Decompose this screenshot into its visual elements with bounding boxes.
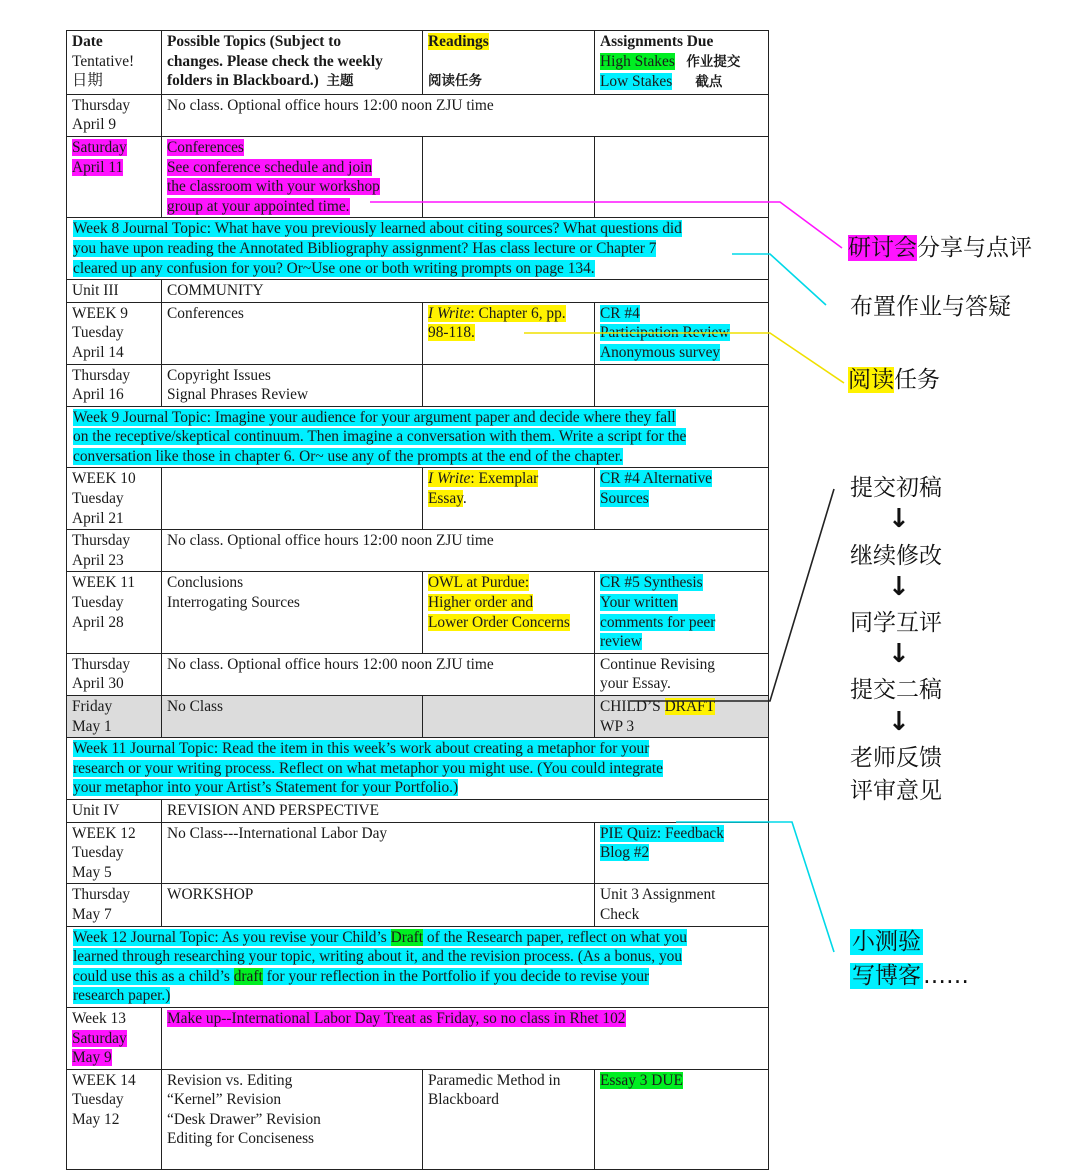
header-assignments: Assignments Due High Stakes 作业提交 Low Stakes 截点 (595, 31, 769, 95)
assign-cell: PIE Quiz: Feedback Blog #2 (595, 822, 769, 884)
topic-cell: Conclusions Interrogating Sources (162, 572, 423, 653)
date-cell: Thursday April 23 (67, 530, 162, 572)
topic-cell: Conferences (162, 302, 423, 364)
reading-cell: Paramedic Method in Blackboard (423, 1069, 595, 1169)
header-readings: Readings 阅读任务 (423, 31, 595, 95)
journal-week12: Week 12 Journal Topic: As you revise your Child’s Draft of the Research paper, reflect on what you learned through researching your topic, writing about it, and the revision process. (As a bonus, you could use this as a child’s draft for your reflection in the Portfolio if you decide to revise your research paper.) (67, 926, 769, 1007)
date-cell: WEEK 12 Tuesday May 5 (67, 822, 162, 884)
blog-annotation: 写博客…… (852, 963, 969, 989)
date-cell: Friday May 1 (67, 696, 162, 738)
topic-cell: WORKSHOP (162, 884, 595, 926)
header-date: Date Tentative! 日期 (67, 31, 162, 95)
topic-cell: Make up--International Labor Day Treat as Friday, so no class in Rhet 102 (162, 1007, 769, 1069)
date-cell: Thursday April 30 (67, 653, 162, 695)
flow-step-review-comments: 评审意见 (850, 778, 942, 804)
flow-step-revise: 继续修改 (850, 543, 942, 569)
journal-week9: Week 9 Journal Topic: Imagine your audience for your argument paper and decide where they fall on the receptive/skeptical continuum. Then imagine a conversation with them. Write a script for the conversation like those in chapter 6. Or~ use any of the prompts at the end of the chapter. (67, 406, 769, 468)
quiz-annotation: 小测验 (852, 929, 921, 955)
flow-step-peer-review: 同学互评 (850, 610, 942, 636)
date-cell: Thursday May 7 (67, 884, 162, 926)
topic-cell: Revision vs. Editing “Kernel” Revision “Desk Drawer” Revision Editing for Conciseness (162, 1069, 423, 1169)
assign-cell: Unit 3 Assignment Check (595, 884, 769, 926)
date-cell: WEEK 10 Tuesday April 21 (67, 468, 162, 530)
down-arrow-icon: ↓ (888, 572, 910, 602)
flow-step-teacher-feedback: 老师反馈 (850, 745, 942, 771)
topic-cell: Conferences See conference schedule and join the classroom with your workshop group at your appointed time. (162, 136, 423, 217)
draft-connector-line (630, 489, 834, 701)
unit-label: Unit IV (67, 799, 162, 822)
header-topics: Possible Topics (Subject to changes. Please check the weekly folders in Blackboard.) 主题 (162, 31, 423, 95)
reading-annotation: 阅读任务 (848, 367, 940, 393)
assign-cell: CR #5 Synthesis Your written comments for peer review (595, 572, 769, 653)
date-cell: Thursday April 9 (67, 94, 162, 136)
unit-title: COMMUNITY (162, 280, 769, 303)
date-cell: Saturday April 11 (67, 136, 162, 217)
down-arrow-icon: ↓ (888, 639, 910, 669)
quiz-connector-line (676, 822, 834, 952)
assign-connector-line (732, 254, 826, 305)
topic-cell: No class. Optional office hours 12:00 noon ZJU time (162, 653, 595, 695)
down-arrow-icon: ↓ (888, 707, 910, 737)
assign-cell: CHILD’S DRAFT WP 3 (595, 696, 769, 738)
topic-cell: No Class (162, 696, 423, 738)
date-cell: WEEK 9 Tuesday April 14 (67, 302, 162, 364)
flow-step-first-draft: 提交初稿 (850, 475, 942, 501)
date-cell: WEEK 14 Tuesday May 12 (67, 1069, 162, 1169)
unit-title: REVISION AND PERSPECTIVE (162, 799, 769, 822)
down-arrow-icon: ↓ (888, 504, 910, 534)
assign-cell: CR #4 Alternative Sources (595, 468, 769, 530)
journal-week11: Week 11 Journal Topic: Read the item in this week’s work about creating a metaphor for your research or your writing process. Reflect on what metaphor you might use. (You could integrate your metaphor into your Artist’s Statement for your Portfolio.) (67, 738, 769, 800)
reading-cell: I Write: Exemplar Essay. (423, 468, 595, 530)
seminar-annotation: 研讨会分享与点评 (848, 235, 1032, 261)
assign-cell: CR #4 Participation Review Anonymous survey (595, 302, 769, 364)
reading-cell: I Write: Chapter 6, pp. 98-118. (423, 302, 595, 364)
date-cell: Thursday April 16 (67, 364, 162, 406)
flow-step-second-draft: 提交二稿 (850, 677, 942, 703)
assign-qa-annotation: 布置作业与答疑 (850, 294, 1011, 320)
unit-label: Unit III (67, 280, 162, 303)
seminar-connector-line (370, 202, 842, 248)
assign-cell: Continue Revising your Essay. (595, 653, 769, 695)
reading-cell: OWL at Purdue: Higher order and Lower Order Concerns (423, 572, 595, 653)
topic-cell: No class. Optional office hours 12:00 noon ZJU time (162, 94, 769, 136)
topic-cell: No Class---International Labor Day (162, 822, 595, 884)
date-cell: WEEK 11 Tuesday April 28 (67, 572, 162, 653)
journal-week8: Week 8 Journal Topic: What have you previously learned about citing sources? What questions did you have upon reading the Annotated Bibliography assignment? Has class lecture or Chapter 7 cleared up any confusion for you? Or~Use one or both writing prompts on page 134. (67, 218, 769, 280)
topic-cell: Copyright Issues Signal Phrases Review (162, 364, 423, 406)
reading-connector-line (524, 333, 844, 383)
topic-cell: No class. Optional office hours 12:00 noon ZJU time (162, 530, 769, 572)
assign-cell: Essay 3 DUE (595, 1069, 769, 1169)
date-cell: Week 13 Saturday May 9 (67, 1007, 162, 1069)
